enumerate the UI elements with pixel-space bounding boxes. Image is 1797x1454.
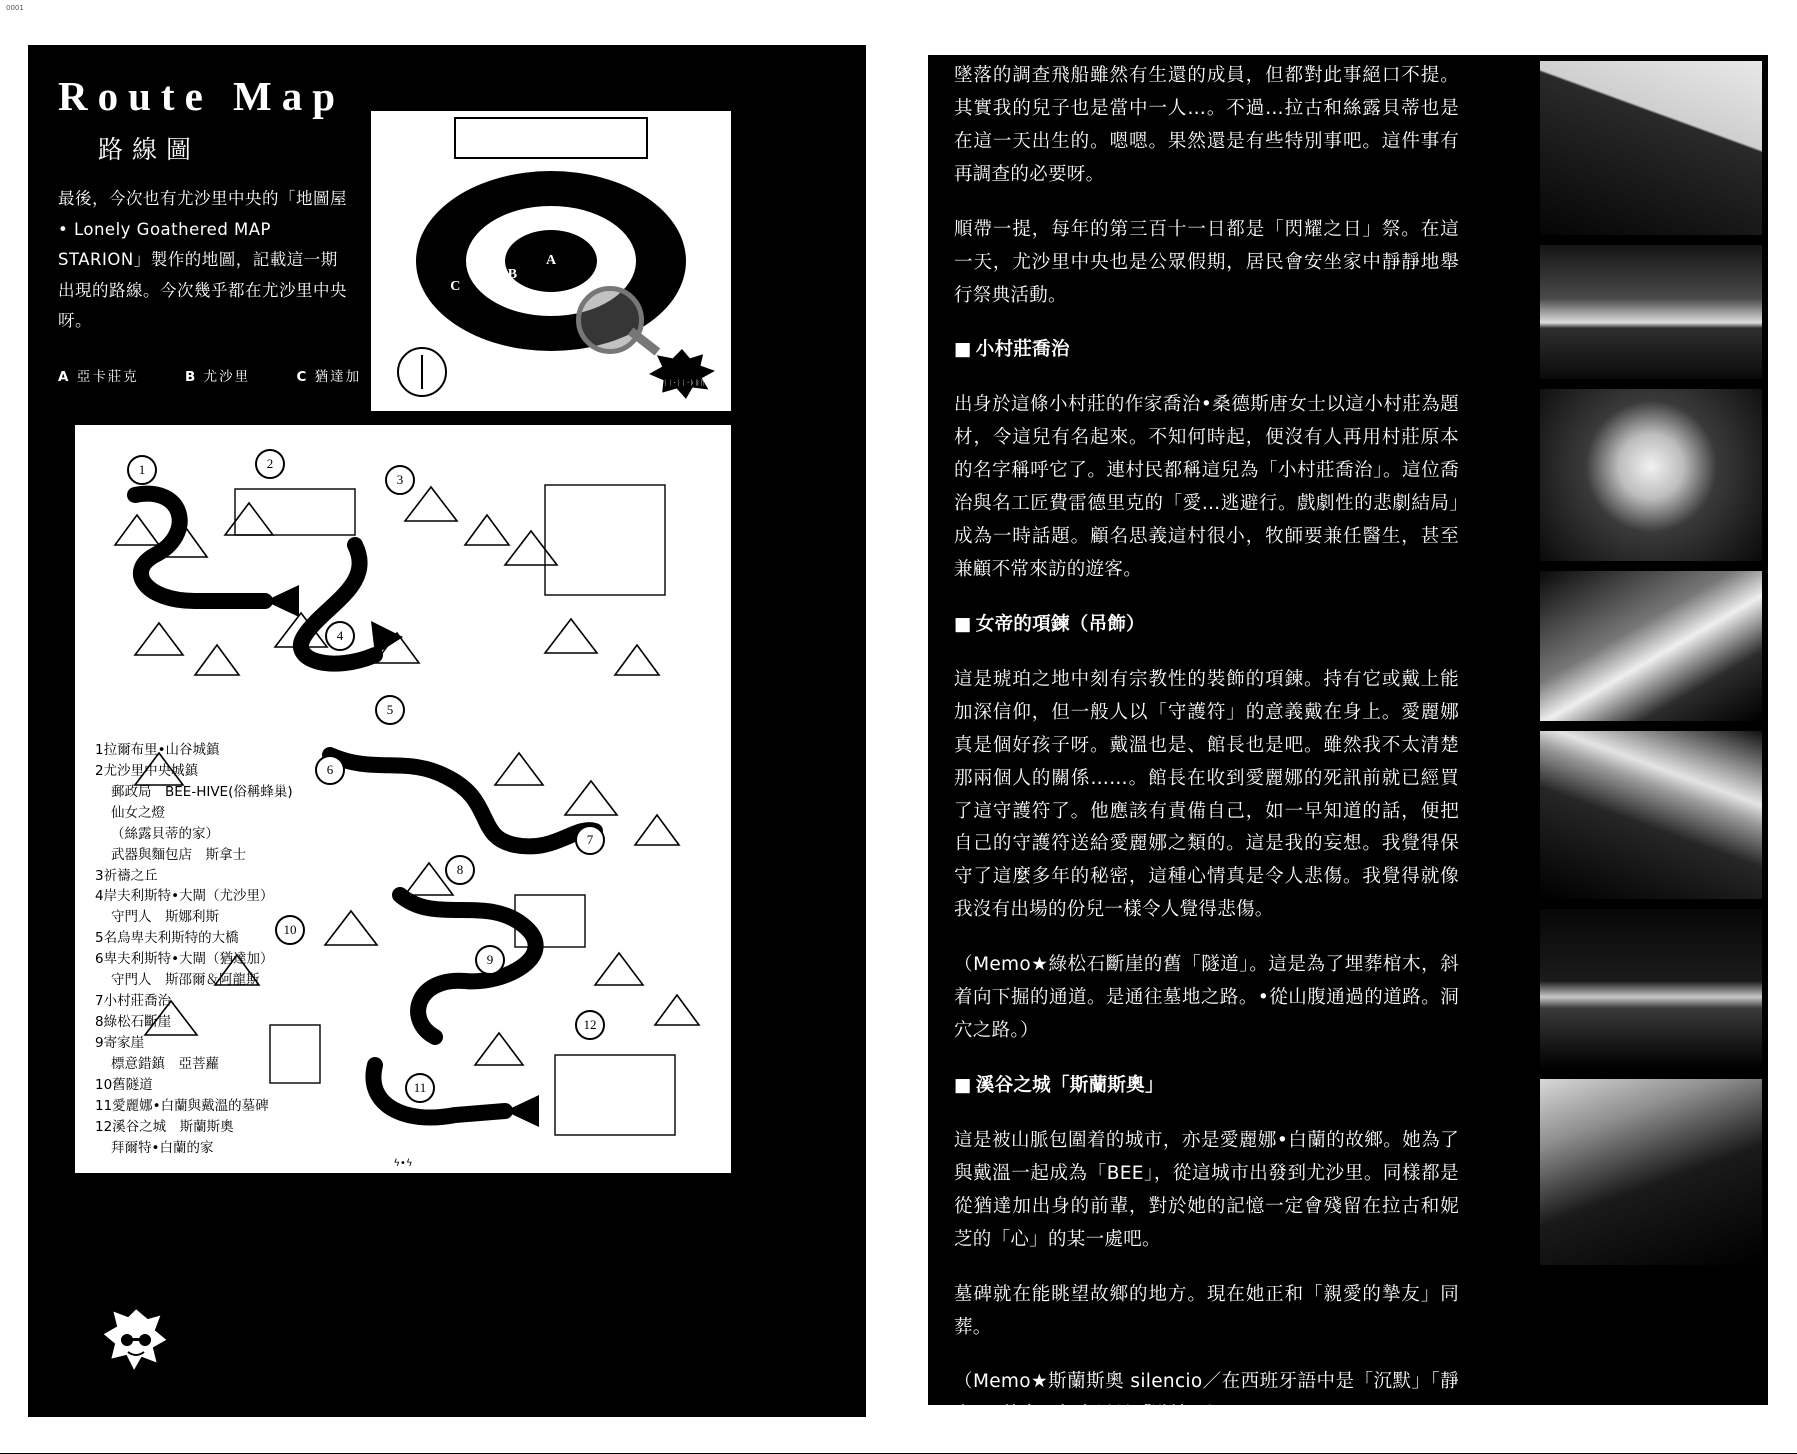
chibi-character-icon — [98, 1302, 174, 1378]
route-map-illustration — [72, 422, 734, 1176]
section-body-valley-city: 這是被山脈包圍着的城市，亦是愛麗娜•白蘭的故鄉。她為了與戴溫一起成為「BEE」，從這城市出發到尤沙里。同樣都是從猶達加出身的前輩，對於她的記憶一定會殘留在拉古和妮芝的「心」的某一處吧。 — [954, 1129, 1459, 1250]
illustration-panel-3 — [1539, 388, 1763, 562]
illustration-panel-5 — [1539, 730, 1763, 900]
left-page — [0, 0, 898, 1453]
section-body-village: 出身於這條小村莊的作家喬治•桑德斯唐女士以這小村莊為題材，令這兒有名起來。不知何時起，便沒有人再用村莊原本的名字稱呼它了。連村民都稱這兒為「小村莊喬治」。這位喬治與名工匠費雷德里克的「愛…逃避行。戲劇性的悲劇結局」成為一時話題。顧名思義這村很小，牧師要兼任醫生，甚至兼顧不常來訪的遊客。 — [954, 394, 1459, 580]
illustration-panel-2 — [1539, 244, 1763, 380]
list-item: 郵政局 BEE-HIVE(俗稱蜂巢) — [111, 783, 293, 800]
page-number: ϟ•ϟ — [393, 1158, 413, 1169]
list-item: 6卑夫利斯特•大閘（猶達加） — [95, 951, 274, 968]
list-item: 拜爾特•白蘭的家 — [111, 1139, 214, 1156]
section-heading-valley-city: ■ 溪谷之城「斯蘭斯奧」 — [954, 1070, 1459, 1103]
section-body-valley-city-2: 墓碑就在能眺望故鄉的地方。現在她正和「親愛的摯友」同葬。 — [954, 1283, 1459, 1338]
illustration-panel-1 — [1539, 60, 1763, 236]
legend-item-b — [185, 369, 276, 385]
list-item: （絲露貝蒂的家） — [111, 825, 219, 842]
world-marker-a: A — [545, 253, 557, 268]
section-heading-village: ■ 小村莊喬治 — [954, 334, 1459, 367]
compass-icon — [397, 347, 447, 397]
map-marker-11[interactable]: 11 — [405, 1073, 435, 1103]
map-marker-1[interactable]: 1 — [127, 455, 157, 485]
world-marker-c: C — [450, 279, 461, 294]
page-title: Route Map — [58, 73, 346, 119]
list-item: 3祈禱之丘 — [95, 867, 158, 884]
right-page — [898, 0, 1797, 1453]
list-item: 武器與麵包店 斯拿士 — [111, 846, 246, 863]
legend-item-a — [58, 369, 165, 385]
map-marker-4[interactable]: 4 — [325, 621, 355, 651]
illustration-panel-7 — [1539, 1078, 1763, 1266]
author-comment: 大家溫習了嗎。這種事都沒所謂啦｜和我出場相比起來｜…不過，很快就會出場吧—｜真緊張。再下下期就到我在封面了吧—｜真顯痛啊—｜是封面呀—我呀—｜ — [178, 1334, 829, 1371]
memo-tunnel: （Memo★綠松石斷崖的舊「隧道」。這是為了埋葬棺木，斜着向下掘的通道。是通往墓地之路。•從山腹通過的道路。洞穴之路。） — [954, 954, 1459, 1042]
memo-silencio: （Memo★斯蘭斯奧 silencio／在西班牙語中是「沉默」「靜寂」。其中一個意思是「默禱」。） — [954, 1371, 1459, 1426]
intro-text: 最後，今次也有尤沙里中央的「地圖屋 • Lonely Goathered MAP STARION」製作的地圖，記載這一期出現的路線。今次幾乎都在尤沙里中央呀。 — [58, 189, 347, 331]
list-item: 7小村莊喬治 — [95, 993, 172, 1010]
legend-key-b: B — [185, 368, 198, 385]
map-marker-5[interactable]: 5 — [375, 695, 405, 725]
list-item: 5名烏卑夫利斯特的大橋 — [95, 930, 239, 947]
list-item: 守門人 斯娜利斯 — [111, 909, 219, 926]
page-subtitle: 路線圖 — [98, 135, 201, 164]
list-item: 9寄家崖 — [95, 1034, 145, 1051]
list-item: 2尤沙里中央城鎮 — [95, 762, 199, 779]
list-item: 守門人 斯邵爾＆阿龍斯 — [111, 972, 260, 989]
route-location-list — [95, 740, 395, 1158]
list-item: 10舊隧道 — [95, 1076, 153, 1093]
map-marker-2[interactable]: 2 — [255, 449, 285, 479]
list-item: 11愛麗娜•白蘭與戴溫的墓碑 — [95, 1097, 269, 1114]
map-marker-8[interactable]: 8 — [445, 855, 475, 885]
map-marker-10[interactable]: 10 — [275, 915, 305, 945]
list-item: 8綠松石斷崖 — [95, 1013, 172, 1030]
world-marker-b: B — [507, 267, 518, 282]
sun-emblem-icon — [649, 349, 715, 401]
right-text-column — [954, 60, 1459, 1454]
map-marker-9[interactable]: 9 — [475, 945, 505, 975]
map-marker-7[interactable]: 7 — [575, 825, 605, 855]
world-map-banner: ᛏᚢᛁᛁ·ᛁᛁ·ᚦᛒᚢᛖ — [454, 117, 648, 159]
paragraph-intro-1: 墜落的調查飛船雖然有生還的成員，但都對此事絕口不提。其實我的兒子也是當中一人…。不過…拉古和絲露貝蒂也是在這一天出生的。嗯嗯。果然還是有些特別事吧。這件事有再調查的必要呀。 — [954, 65, 1459, 185]
magnifier-icon — [576, 286, 644, 354]
page-gutter — [898, 0, 900, 1453]
illustration-strip — [1539, 60, 1761, 1274]
map-marker-6[interactable]: 6 — [315, 755, 345, 785]
scan-code: 0001 — [6, 4, 24, 12]
left-content — [58, 72, 838, 1392]
map-marker-3[interactable]: 3 — [385, 465, 415, 495]
list-item: 4岸夫利斯特•大閘（尤沙里） — [95, 888, 274, 905]
section-body-necklace: 這是琥珀之地中刻有宗教性的裝飾的項鍊。持有它或戴上能加深信仰，但一般人以「守護符」的意義戴在身上。愛麗娜真是個好孩子呀。戴溫也是、館長也是吧。雖然我不太清楚那兩個人的關係……。館長在收到愛麗娜的死訊前就已經買了這守護符了。他應該有責備自己，如一早知道的話，便把自己的守護符送給愛麗娜之類的。這是我的妄想。我覺得保守了這麼多年的秘密，這種心情真是令人悲傷。我覺得就像我沒有出場的份兒一樣令人覺得悲傷。 — [954, 668, 1459, 921]
illustration-panel-4 — [1539, 570, 1763, 722]
illustration-panel-6 — [1539, 908, 1763, 1070]
map-marker-12[interactable]: 12 — [575, 1010, 605, 1040]
paragraph-intro-2: 順帶一提，每年的第三百十一日都是「閃耀之日」祭。在這一天，尤沙里中央也是公眾假期，居民會安坐家中靜靜地舉行祭典活動。 — [954, 218, 1459, 306]
legend-label-c: 猶達加 — [314, 368, 362, 385]
world-map-footer-glyph: ᛏᚢᛁᛁ·ᛁᛁ·ᚦᛒᚢᛖ — [652, 379, 711, 387]
section-heading-necklace: ■ 女帝的項鍊（吊飾） — [954, 609, 1459, 642]
legend-key-c: C — [296, 368, 309, 385]
list-item: 標意錯鎮 亞菩蘿 — [111, 1055, 219, 1072]
legend-label-b: 尤沙里 — [203, 368, 251, 385]
legend-label-a: 亞卡莊克 — [76, 368, 139, 385]
legend-key-a: A — [58, 368, 71, 385]
world-map-inset — [368, 108, 734, 414]
list-item: 仙女之燈 — [111, 804, 165, 821]
list-item: 12溪谷之城 斯蘭斯奧 — [95, 1118, 234, 1135]
list-item: 1拉爾布里•山谷城鎮 — [95, 742, 220, 758]
